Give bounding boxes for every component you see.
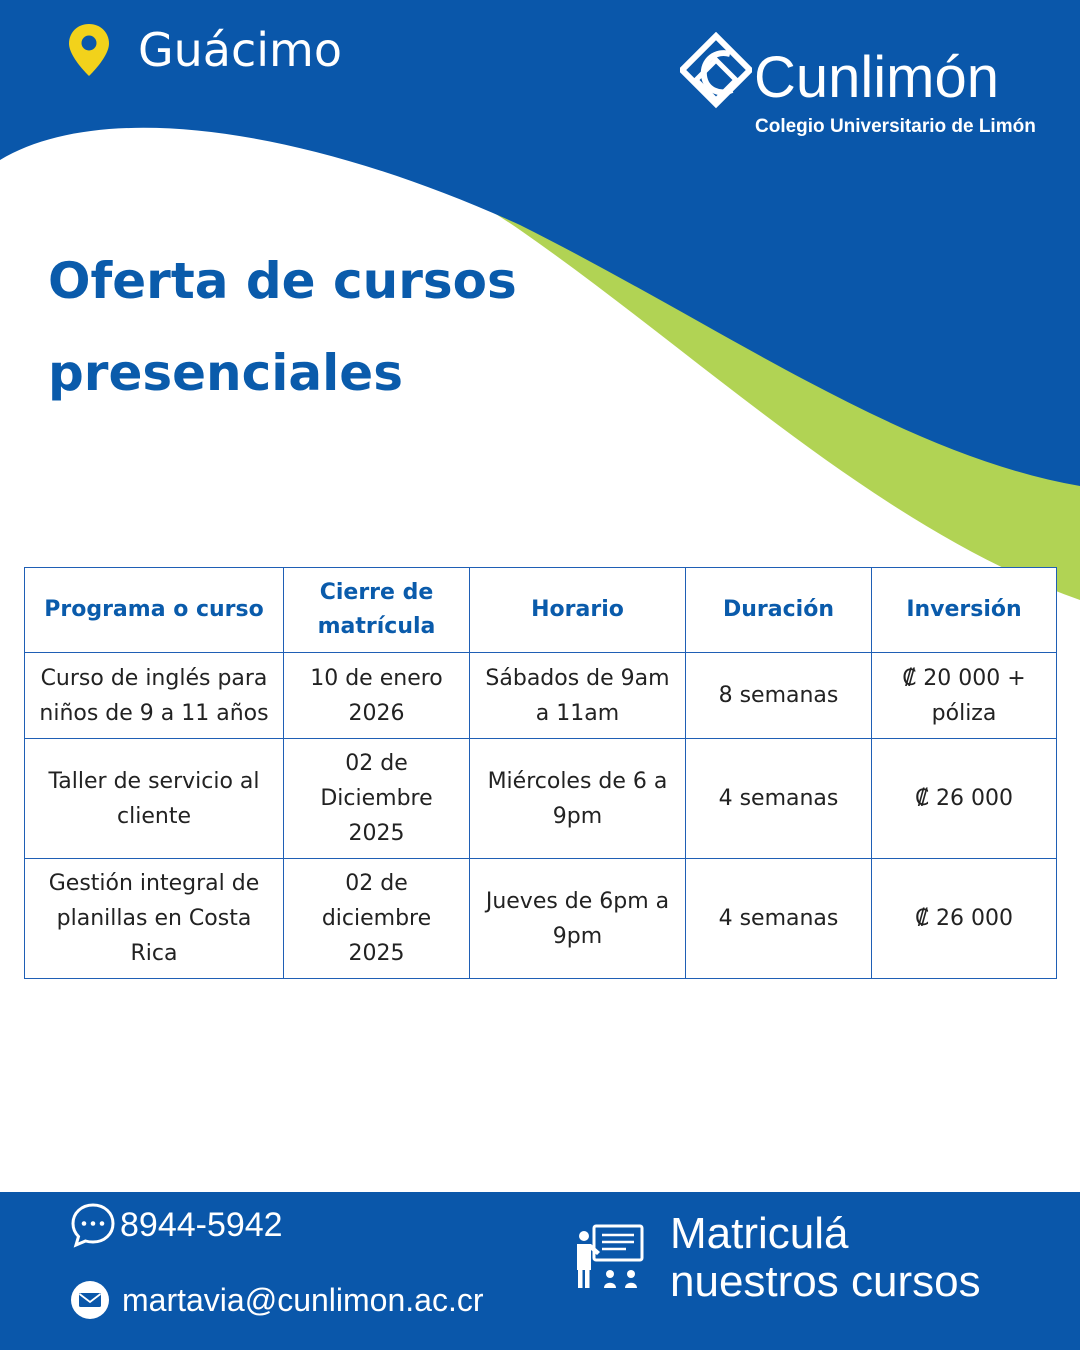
cell-investment: ₡ 26 000 xyxy=(872,859,1057,979)
brand-name: Cunlimón xyxy=(754,45,999,110)
cell-duration: 4 semanas xyxy=(686,859,872,979)
teacher-classroom-icon xyxy=(574,1222,646,1294)
cunlimon-logo-icon xyxy=(680,32,752,132)
chat-bubble-icon xyxy=(70,1202,116,1248)
table-header-row xyxy=(25,568,1057,653)
location-pin-icon xyxy=(66,22,112,78)
cell-investment: ₡ 20 000 + póliza xyxy=(872,653,1057,739)
cta-line-1: Matriculá xyxy=(670,1209,849,1258)
phone-number: 8944-5942 xyxy=(120,1206,283,1244)
course-table xyxy=(24,567,1057,979)
cell-program: Curso de inglés para niños de 9 a 11 años xyxy=(25,653,284,739)
cell-duration: 4 semanas xyxy=(686,739,872,859)
table-row xyxy=(25,859,1057,979)
cell-schedule: Miércoles de 6 a 9pm xyxy=(470,739,686,859)
email-address: martavia@cunlimon.ac.cr xyxy=(122,1282,484,1318)
mail-icon xyxy=(70,1280,110,1320)
title-line-1: Oferta de cursos xyxy=(48,252,517,310)
page-title xyxy=(48,235,608,419)
header-enrollment-close: Cierre de matrícula xyxy=(284,568,470,653)
cell-investment: ₡ 26 000 xyxy=(872,739,1057,859)
cell-schedule: Sábados de 9am a 11am xyxy=(470,653,686,739)
table-row xyxy=(25,739,1057,859)
brand-logo xyxy=(680,32,1050,142)
email-contact[interactable] xyxy=(70,1278,483,1322)
enroll-call-to-action xyxy=(670,1210,1070,1306)
location-label: Guácimo xyxy=(138,23,343,77)
cell-program: Gestión integral de planillas en Costa Rica xyxy=(25,859,284,979)
cell-enrollment-close: 10 de enero 2026 xyxy=(284,653,470,739)
cell-duration: 8 semanas xyxy=(686,653,872,739)
title-line-2: presenciales xyxy=(48,344,403,402)
cell-schedule: Jueves de 6pm a 9pm xyxy=(470,859,686,979)
header-duration: Duración xyxy=(686,568,872,653)
phone-contact[interactable] xyxy=(70,1202,283,1248)
cell-enrollment-close: 02 de diciembre 2025 xyxy=(284,859,470,979)
location xyxy=(66,22,342,78)
brand-subtitle: Colegio Universitario de Limón xyxy=(755,116,1036,137)
cell-program: Taller de servicio al cliente xyxy=(25,739,284,859)
header-investment: Inversión xyxy=(872,568,1057,653)
table-row xyxy=(25,653,1057,739)
cta-line-2: nuestros cursos xyxy=(670,1257,981,1306)
header-program: Programa o curso xyxy=(25,568,284,653)
cell-enrollment-close: 02 de Diciembre 2025 xyxy=(284,739,470,859)
header-schedule: Horario xyxy=(470,568,686,653)
footer xyxy=(0,1192,1080,1350)
